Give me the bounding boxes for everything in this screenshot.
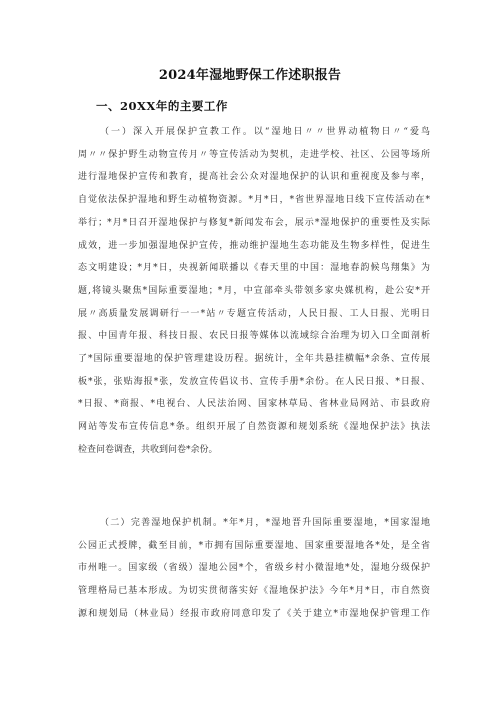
paragraph-line: 检查问卷调查，共收到问卷*余份。	[78, 444, 218, 455]
paragraph-line: （二）完善湿地保护机制。*年*月，*湿地晋升国际重要湿地，*国家湿地	[100, 518, 430, 528]
paragraph-publicity-work	[78, 121, 430, 462]
paragraph-line: 报、中国青年报、科技日报、农民日报等媒体以流域综合治理为切入口全面剖析	[78, 331, 430, 342]
paragraph-line: 进行湿地保护宣传和教育，提高社会公众对湿地保护的认识和重视度及参与率，	[78, 172, 430, 183]
paragraph-line: 自觉依法保护湿地和野生动植物资源。*月*日，*省世界湿地日线下宣传活动在*	[78, 195, 430, 206]
paragraph-line: （一）深入开展保护宣教工作。以“湿地日〃〃世界动植物日〃“爱鸟	[100, 127, 430, 137]
document-title: 2024年湿地野保工作述职报告	[158, 68, 342, 83]
paragraph-line: 源和规划局（林业局）经报市政府同意印发了《关于建立*市湿地保护管理工作	[78, 608, 430, 619]
paragraph-line: 公园正式授牌，截至目前，*市拥有国际重要湿地、国家重要湿地各*处，是全省	[78, 540, 430, 551]
paragraph-line: 展〃高质量发展调研行一一*站〃专题宣传活动，人民日报、工人日报、光明日	[78, 308, 430, 319]
paragraph-line: 态文明建设；*月*日，央视新闻联播以《春天里的中国：湿地春韵候鸟翔集》为	[78, 263, 430, 274]
paragraph-line: 市州唯一。国家级（省级）湿地公园*个，省级乡村小微湿地*处，湿地分级保护	[78, 563, 430, 574]
paragraph-line: 了*国际重要湿地的保护管理建设历程。据统计，全年共悬挂横幅*余条、宣传展	[78, 354, 430, 365]
paragraph-line: 成效，进一步加强湿地保护宣传，推动维护湿地生态功能及生物多样性，促进生	[78, 240, 430, 251]
paragraph-line: 管理格局已基本形成。为切实贯彻落实好《湿地保护法》今年*月*日，市自然资	[78, 586, 430, 597]
paragraph-line: 板*张，张贴海报*张，发放宣传倡议书、宣传手册*余份。在人民日报、*日报、	[78, 376, 430, 387]
paragraph-line: *日报、*商报、*电视台、人民法治网、国家林草局、省林业局网站、市县政府	[78, 399, 430, 410]
paragraph-line: 题,将镜头聚焦*国际重要湿地；*月，中宣部牵头带领多家央媒机构，赴公安*开	[78, 285, 430, 296]
paragraph-protection-mechanism	[78, 512, 430, 626]
section-heading: 一、20XX年的主要工作	[96, 99, 228, 113]
paragraph-line: 举行；*月*日召开湿地保护与修复*新闻发布会，展示*湿地保护的重要性及实际	[78, 217, 430, 228]
paragraph-line: 网站等发布宣传信息*条。组织开展了自然资源和规划系统《湿地保护法》执法	[78, 422, 430, 433]
paragraph-line: 周〃〃保护野生动物宣传月〃等宣传活动为契机，走进学校、社区、公园等场所	[78, 149, 430, 160]
